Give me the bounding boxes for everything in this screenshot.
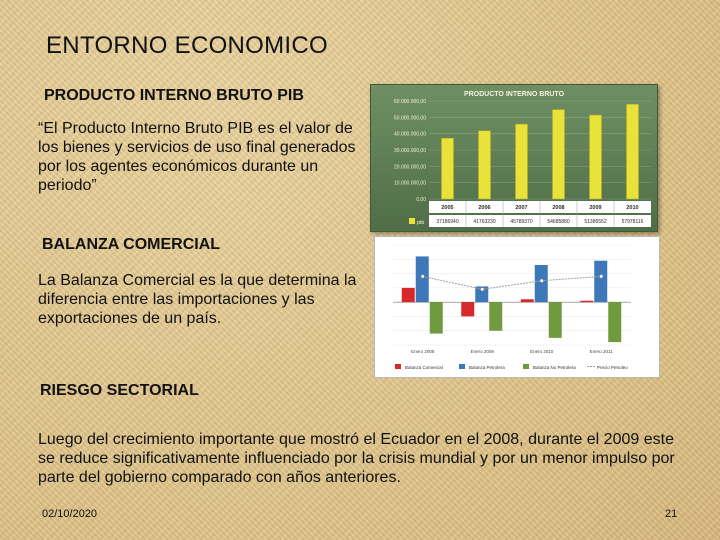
pib-category-label: 2009 (589, 205, 602, 211)
balanza-category-label: Enero 2011 (589, 349, 613, 354)
pib-bar (442, 138, 454, 199)
pib-chart-title: PRODUCTO INTERNO BRUTO (463, 91, 565, 98)
balanza-category-label: Enero 2008 (411, 349, 435, 354)
balanza-category-label: Enero 2010 (530, 349, 554, 354)
pib-ytick-label: 20.000.000,00 (394, 164, 426, 171)
footer-page-number: 21 (665, 508, 678, 520)
balanza-bar (430, 302, 443, 333)
balanza-legend-swatch (395, 364, 401, 369)
pib-table-value: 45789370 (510, 219, 533, 225)
pib-ytick-label: 50.000.000,00 (394, 115, 426, 122)
balanza-price-line (423, 276, 602, 289)
balanza-price-point (421, 275, 425, 279)
pib-category-label: 2010 (626, 205, 639, 211)
pib-bar (590, 115, 602, 199)
pib-ytick-label: 60.000.000,00 (394, 99, 426, 105)
balanza-price-point (599, 275, 603, 279)
balanza-price-point (540, 279, 544, 283)
balanza-bar (402, 288, 415, 302)
balanza-legend-swatch (459, 364, 465, 369)
balanza-bar (489, 302, 502, 331)
pib-ytick-label: 40.000.000,00 (394, 131, 426, 138)
balanza-price-point (480, 287, 484, 291)
pib-table-value: 37186940 (436, 219, 459, 225)
pib-category-label: 2006 (478, 205, 491, 211)
pib-bar (553, 110, 565, 199)
balanza-legend-label: Balanza Petrolera (469, 365, 505, 370)
balanza-legend-label: Balanza Comercial (405, 365, 443, 370)
pib-ytick-label: 30.000.000,00 (394, 148, 426, 154)
section-heading-riesgo: RIESGO SECTORIAL (40, 382, 199, 399)
section-text-balanza: La Balanza Comercial es la que determina la diferencia entre las importaciones y las exportaciones de un país. (38, 272, 357, 327)
pib-category-label: 2008 (552, 205, 565, 211)
balanza-bar (608, 302, 621, 342)
pib-category-label: 2007 (515, 205, 528, 211)
slide-title: ENTORNO ECONOMICO (46, 32, 329, 59)
balanza-bar (521, 299, 534, 302)
balanza-bar (594, 261, 607, 302)
balanza-legend-swatch (523, 364, 529, 369)
pib-table-value: 51386552 (584, 219, 607, 225)
pib-legend-label: pib (417, 220, 425, 226)
balanza-chart (374, 236, 660, 378)
balanza-chart-svg (375, 237, 659, 377)
footer-date: 02/10/2020 (42, 508, 98, 520)
pib-table-value: 57978116 (621, 219, 644, 225)
pib-table-value: 41763230 (473, 219, 496, 225)
pib-bar (516, 124, 528, 199)
pib-category-label: 2005 (441, 205, 454, 211)
section-heading-pib: PRODUCTO INTERNO BRUTO PIB (44, 87, 304, 104)
pib-legend-swatch (409, 218, 415, 224)
pib-ytick-label: 0,00 (416, 197, 426, 203)
balanza-bar (416, 256, 429, 302)
balanza-category-label: Enero 2009 (470, 349, 494, 354)
balanza-legend-label: Precio Petroleo (597, 365, 628, 370)
balanza-legend-label: Balanza No Petrolera (533, 365, 576, 370)
pib-bar (479, 131, 491, 199)
balanza-bar (549, 302, 562, 338)
pib-bar (627, 104, 639, 199)
balanza-bar (535, 265, 548, 302)
section-heading-balanza: BALANZA COMERCIAL (42, 236, 221, 253)
balanza-bar (580, 301, 593, 302)
section-text-riesgo: Luego del crecimiento importante que mostró el Ecuador en el 2008, durante el 2009 este se reduce significativamente influenciado por la crisis mundial y por un menor impulso por parte del gobierno comparado con años anteriores. (38, 431, 675, 486)
pib-ytick-label: 10.000.000,00 (394, 180, 426, 187)
pib-chart-svg (371, 85, 657, 231)
pib-table-value: 54685880 (547, 219, 570, 225)
balanza-bar (461, 302, 474, 316)
section-text-pib: “El Producto Interno Bruto PIB es el valor de los bienes y servicios de uso final generados por los agentes económicos durante un periodo” (38, 120, 356, 194)
pib-chart (370, 84, 658, 232)
